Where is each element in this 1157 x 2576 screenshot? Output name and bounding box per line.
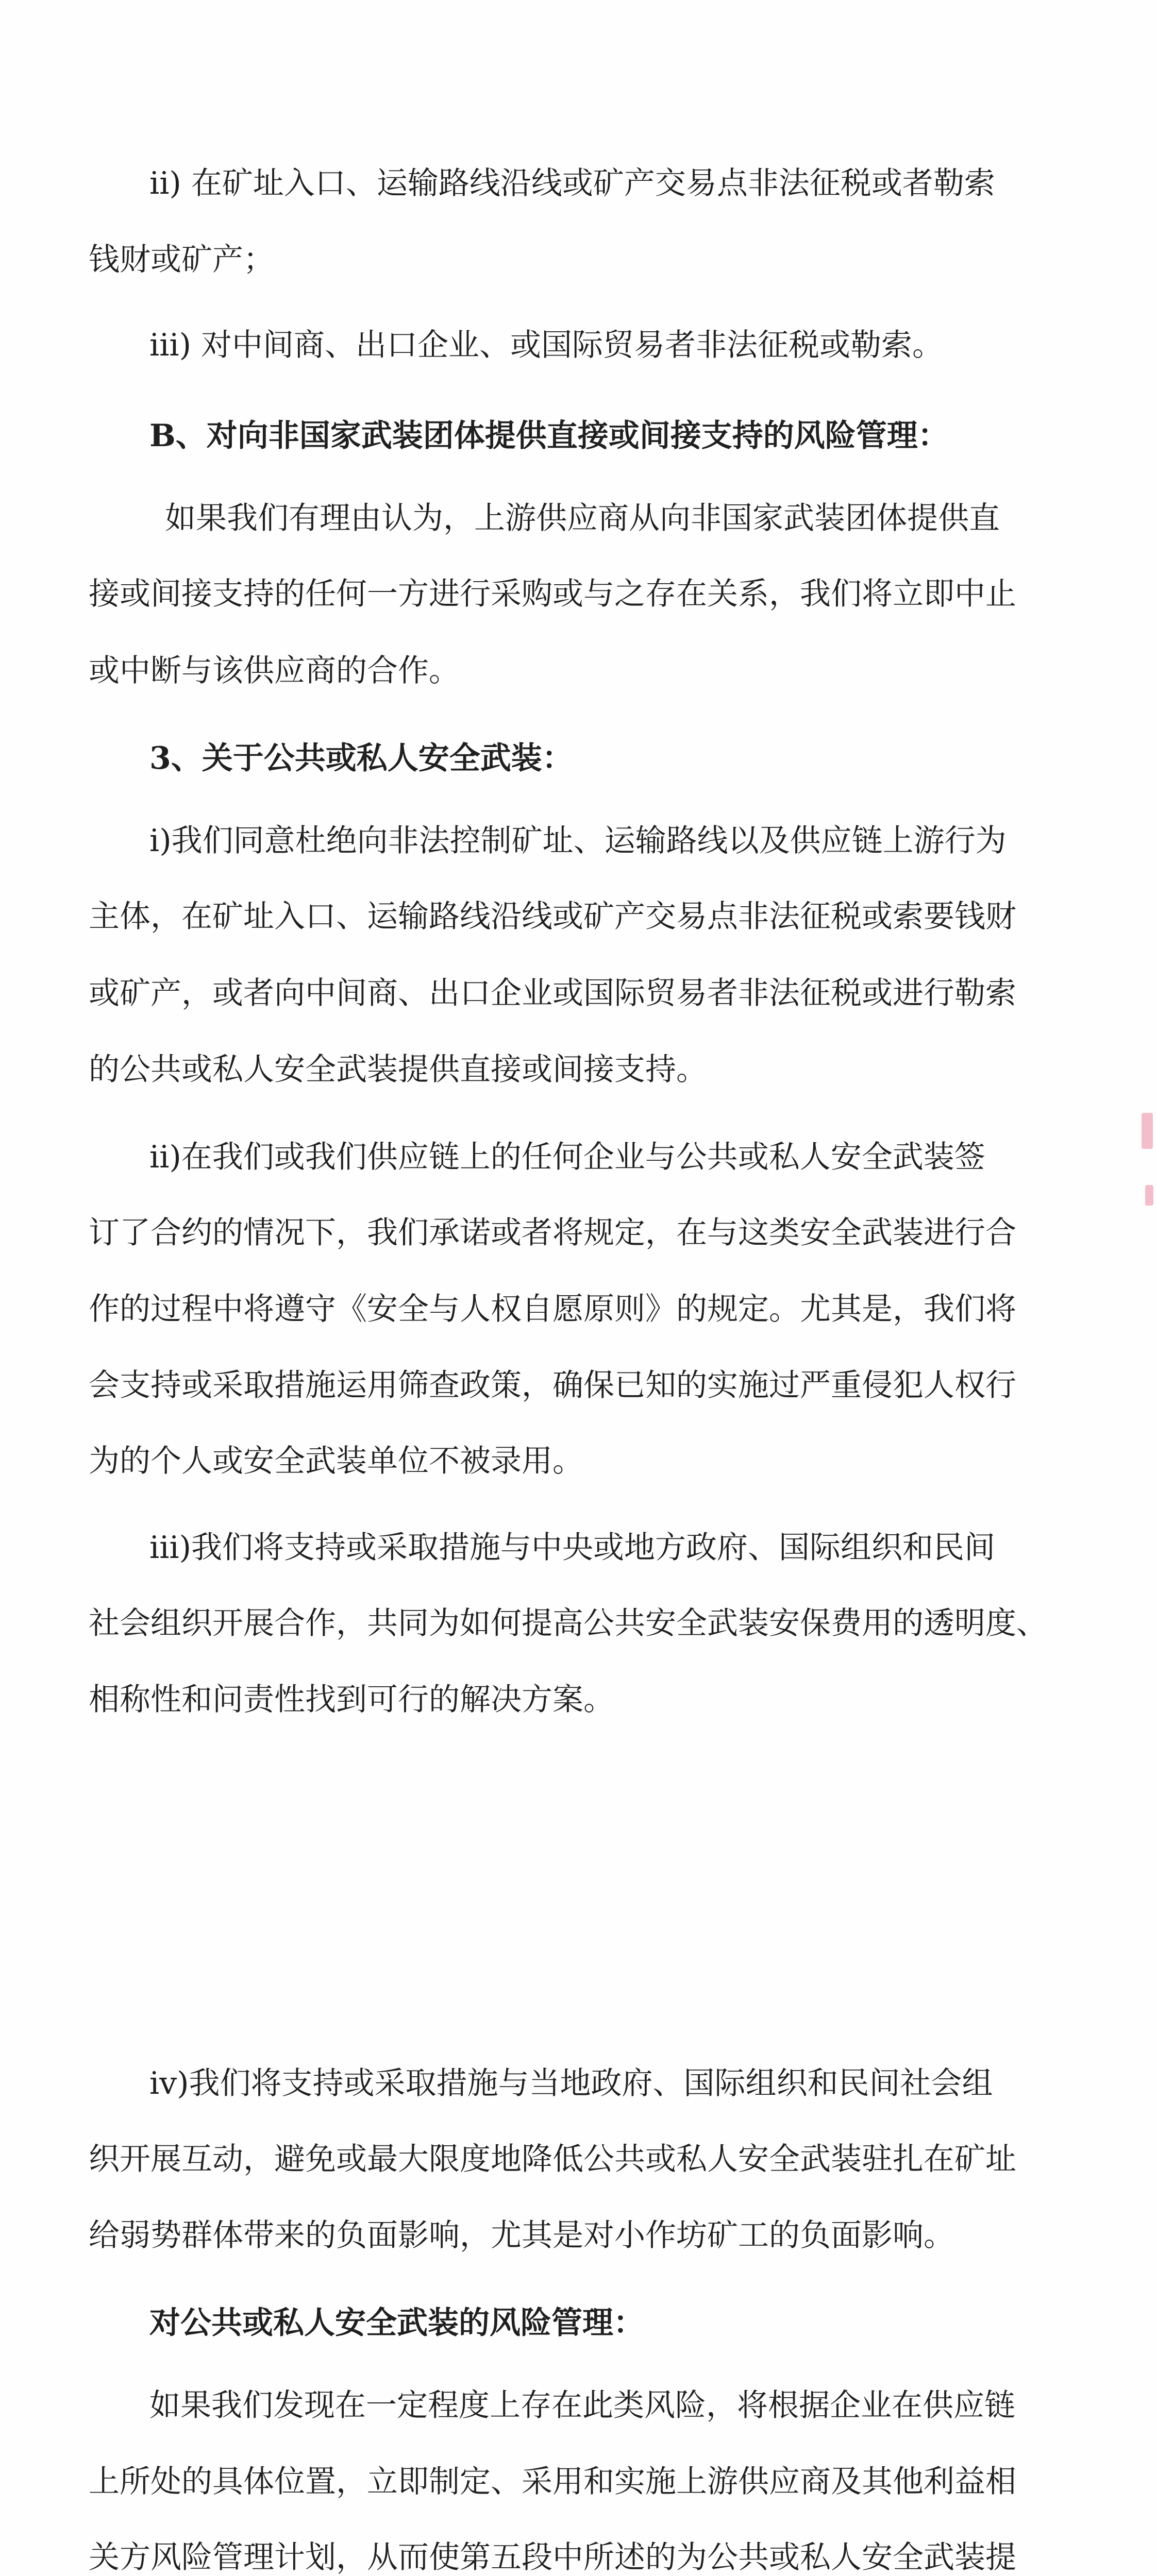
text-line: 相称性和问责性找到可行的解决方案。 bbox=[89, 1682, 614, 1718]
text-line: 的公共或私人安全武装提供直接或间接支持。 bbox=[89, 1052, 707, 1088]
text-line: 如果我们有理由认为，上游供应商从向非国家武装团体提供直 bbox=[165, 500, 1000, 536]
text-line: 如果我们发现在一定程度上存在此类风险，将根据企业在供应链 bbox=[149, 2387, 1015, 2424]
text-line: 主体，在矿址入口、运输路线沿线或矿产交易点非法征税或索要钱财 bbox=[89, 899, 1016, 935]
text-line: 社会组织开展合作，共同为如何提高公共安全武装安保费用的透明度、 bbox=[89, 1605, 1047, 1641]
text-line: 订了合约的情况下，我们承诺或者将规定，在与这类安全武装进行合 bbox=[89, 1215, 1016, 1251]
text-line: 给弱势群体带来的负面影响，尤其是对小作坊矿工的负面影响。 bbox=[89, 2217, 954, 2253]
seal-fragment bbox=[1142, 1113, 1153, 1149]
text-line: 钱财或矿产； bbox=[89, 242, 274, 278]
seal-fragment bbox=[1145, 1185, 1153, 1206]
text-line: 或中断与该供应商的合作。 bbox=[89, 653, 460, 689]
section-heading: B、对向非国家武装团体提供直接或间接支持的风险管理： bbox=[149, 418, 949, 454]
section-heading: 3、关于公共或私人安全武装： bbox=[149, 740, 573, 776]
text-line: i)我们同意杜绝向非法控制矿址、运输路线以及供应链上游行为 bbox=[149, 823, 1007, 859]
text-line: 会支持或采取措施运用筛查政策，确保已知的实施过严重侵犯人权行 bbox=[89, 1367, 1016, 1403]
text-line: 接或间接支持的任何一方进行采购或与之存在关系，我们将立即中止 bbox=[89, 576, 1016, 612]
text-line: 作的过程中将遵守《安全与人权自愿原则》的规定。尤其是，我们将 bbox=[89, 1291, 1016, 1327]
text-line: ii)在我们或我们供应链上的任何企业与公共或私人安全武装签 bbox=[149, 1139, 985, 1175]
text-line: 为的个人或安全武装单位不被录用。 bbox=[89, 1443, 583, 1479]
text-line: iii) 对中间商、出口企业、或国际贸易者非法征税或勒索。 bbox=[149, 327, 944, 363]
text-line: ii) 在矿址入口、运输路线沿线或矿产交易点非法征税或者勒索 bbox=[149, 165, 995, 201]
section-heading: 对公共或私人安全武装的风险管理： bbox=[149, 2305, 644, 2341]
text-line: 上所处的具体位置，立即制定、采用和实施上游供应商及其他利益相 bbox=[89, 2464, 1016, 2500]
text-line: 织开展互动，避免或最大限度地降低公共或私人安全武装驻扎在矿址 bbox=[89, 2141, 1016, 2177]
text-line: 关方风险管理计划，从而使第五段中所述的为公共或私人安全武装提 bbox=[89, 2539, 1016, 2575]
text-line: iv)我们将支持或采取措施与当地政府、国际组织和民间社会组 bbox=[149, 2065, 993, 2102]
text-line: 或矿产，或者向中间商、出口企业或国际贸易者非法征税或进行勒索 bbox=[89, 975, 1016, 1011]
text-line: iii)我们将支持或采取措施与中央或地方政府、国际组织和民间 bbox=[149, 1530, 995, 1566]
